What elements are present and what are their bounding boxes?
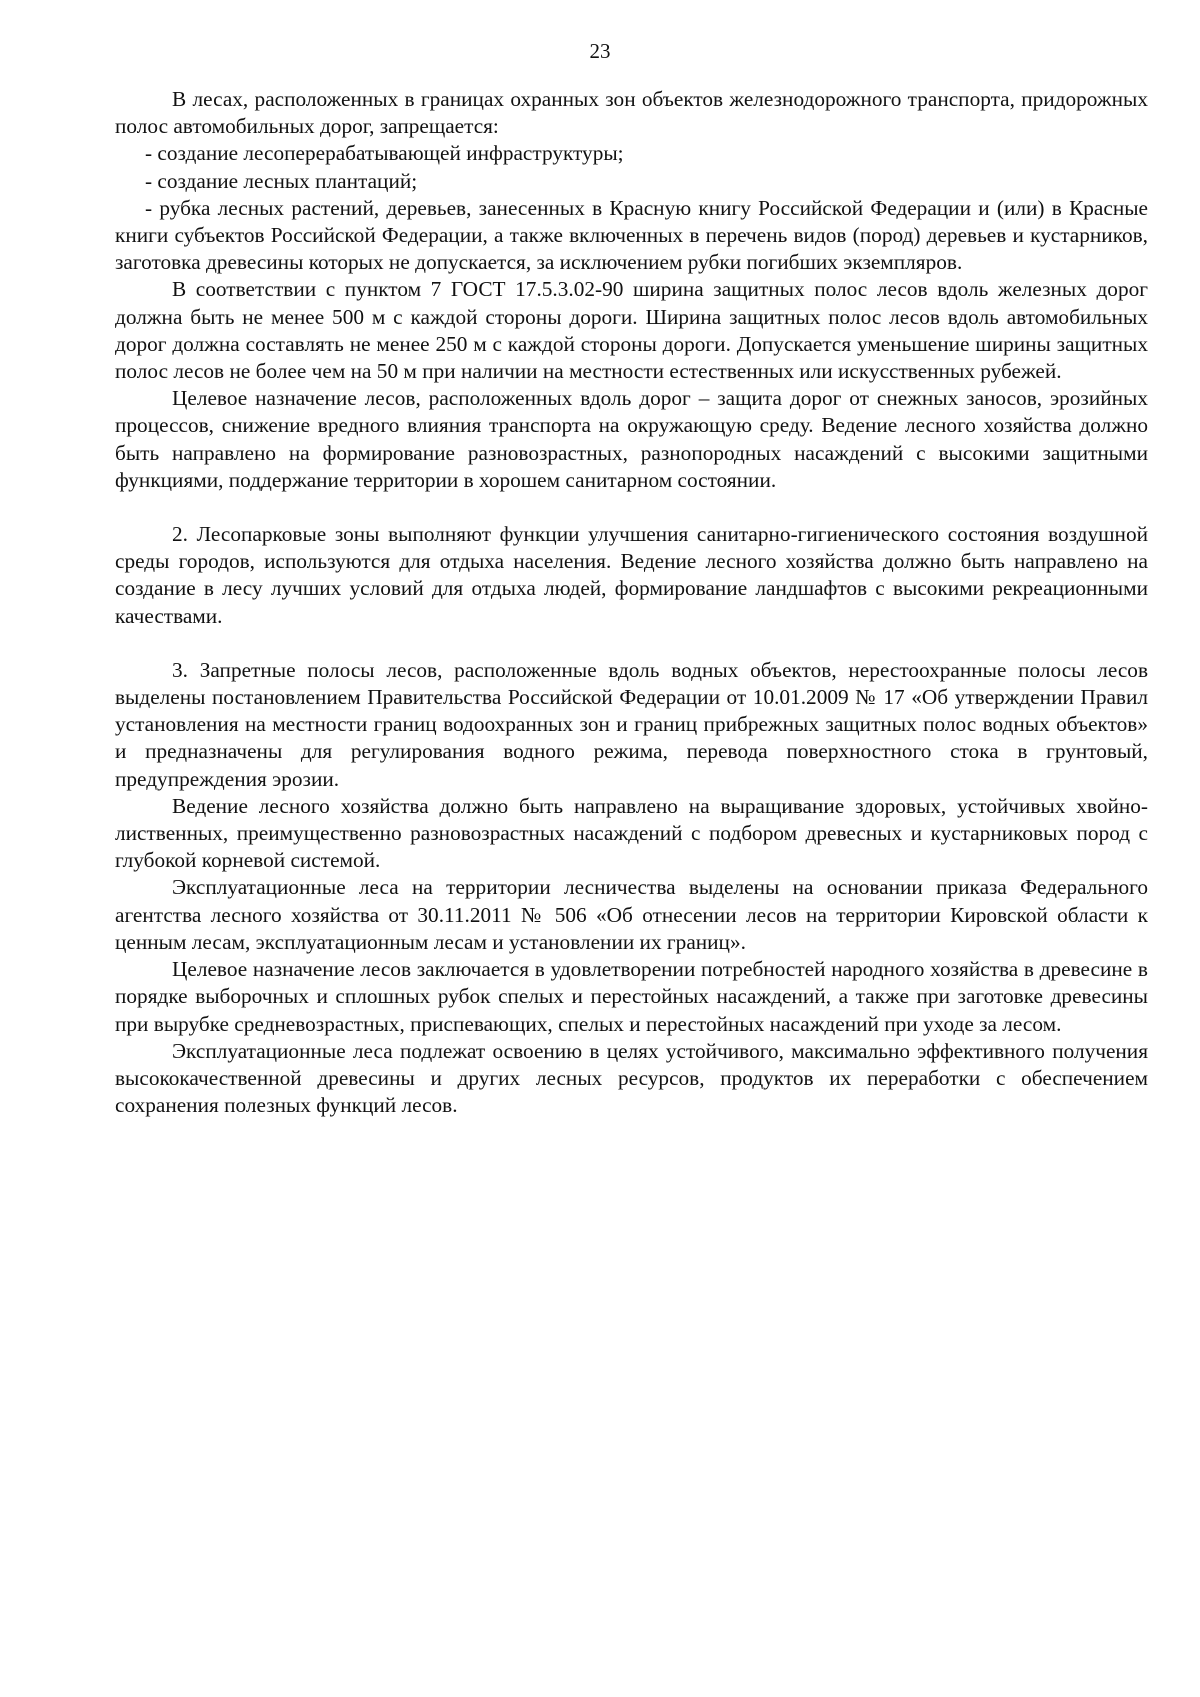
paragraph-forestry-management: Ведение лесного хозяйства должно быть направлено на выращивание здоровых, устойчивых хвойно-лиственных, преимущественно разновозрастных насаждений с подбором древесных и кустарниковых пород с глубокой корневой системой. bbox=[115, 793, 1148, 873]
paragraph-exploitation-purpose: Целевое назначение лесов заключается в удовлетворении потребностей народного хозяйства в древесине в порядке выборочных и сплошных рубок спелых и перестойных насаждений, а также при заготовке древесины при вырубке средневозрастных, приспевающих, спелых и перестойных насаждений при уходе за лесом. bbox=[115, 957, 1148, 1036]
list-item-red-book-felling: - рубка лесных растений, деревьев, занесенных в Красную книгу Российской Федерации и (или) в Красные книги субъектов Российской Федерации, а также включенных в перечень видов (пород) деревьев и кустарников, заготовка древесины которых не допускается, за исключением рубки погибших экземпляров. bbox=[115, 195, 1148, 275]
paragraph-restrictions-intro: В лесах, расположенных в границах охранных зон объектов железнодорожного транспорта, придорожных полос автомобильных дорог, запрещается: bbox=[115, 87, 1148, 139]
paragraph-exploitation-development: Эксплуатационные леса подлежат освоению в целях устойчивого, максимально эффективного получения высококачественной древесины и других лесных ресурсов, продуктов их переработки с обеспечением сохранения полезных функций лесов. bbox=[115, 1038, 1148, 1118]
paragraph-protective-strips: 3. Запретные полосы лесов, расположенные вдоль водных объектов, нерестоохранные полосы лесов выделены постановлением Правительства Российской Федерации от 10.01.2009 № 17 «Об утверждении Правил установления на местности границ водоохранных зон и границ прибрежных защитных полос водных объектов» и предназначены для регулирования водного режима, перевода поверхностного стока в грунтовый, предупреждения эрозии. bbox=[115, 657, 1148, 791]
list-item-plantations: - создание лесных плантаций; bbox=[145, 168, 418, 193]
paragraph-forest-park-zones: 2. Лесопарковые зоны выполняют функции улучшения санитарно-гигиенического состояния воздушной среды городов, используются для отдыха населения. Ведение лесного хозяйства должно быть направлено на создание в лесу лучших условий для отдыха людей, формирование ландшафтов с высокими рекреационными качествами. bbox=[115, 522, 1148, 628]
paragraph-road-forests-purpose: Целевое назначение лесов, расположенных вдоль дорог – защита дорог от снежных заносов, эрозийных процессов, снижение вредного влияния транспорта на окружающую среду. Ведение лесного хозяйства должно быть направлено на формирование разновозрастных, разнопородных насаждений с высокими защитными функциями, поддержание территории в хорошем санитарном состоянии. bbox=[115, 386, 1148, 492]
paragraph-gost-widths: В соответствии с пунктом 7 ГОСТ 17.5.3.02-90 ширина защитных полос лесов вдоль железных дорог должна быть не менее 500 м с каждой стороны дороги. Ширина защитных полос лесов вдоль автомобильных дорог должна составлять не менее 250 м с каждой стороны дороги. Допускается уменьшение ширины защитных полос лесов не более чем на 50 м при наличии на местности естественных или искусственных рубежей. bbox=[115, 277, 1148, 384]
document-body bbox=[115, 86, 1148, 1119]
paragraph-exploitation-forests: Эксплуатационные леса на территории лесничества выделены на основании приказа Федерального агентства лесного хозяйства от 30.11.2011 № 506 «Об отнесении лесов на территории Кировской области к ценным лесам, эксплуатационным лесам и установлении их границ». bbox=[115, 875, 1148, 954]
list-item-infrastructure: - создание лесоперерабатывающей инфраструктуры; bbox=[145, 141, 624, 166]
page-number: 23 bbox=[589, 39, 611, 63]
